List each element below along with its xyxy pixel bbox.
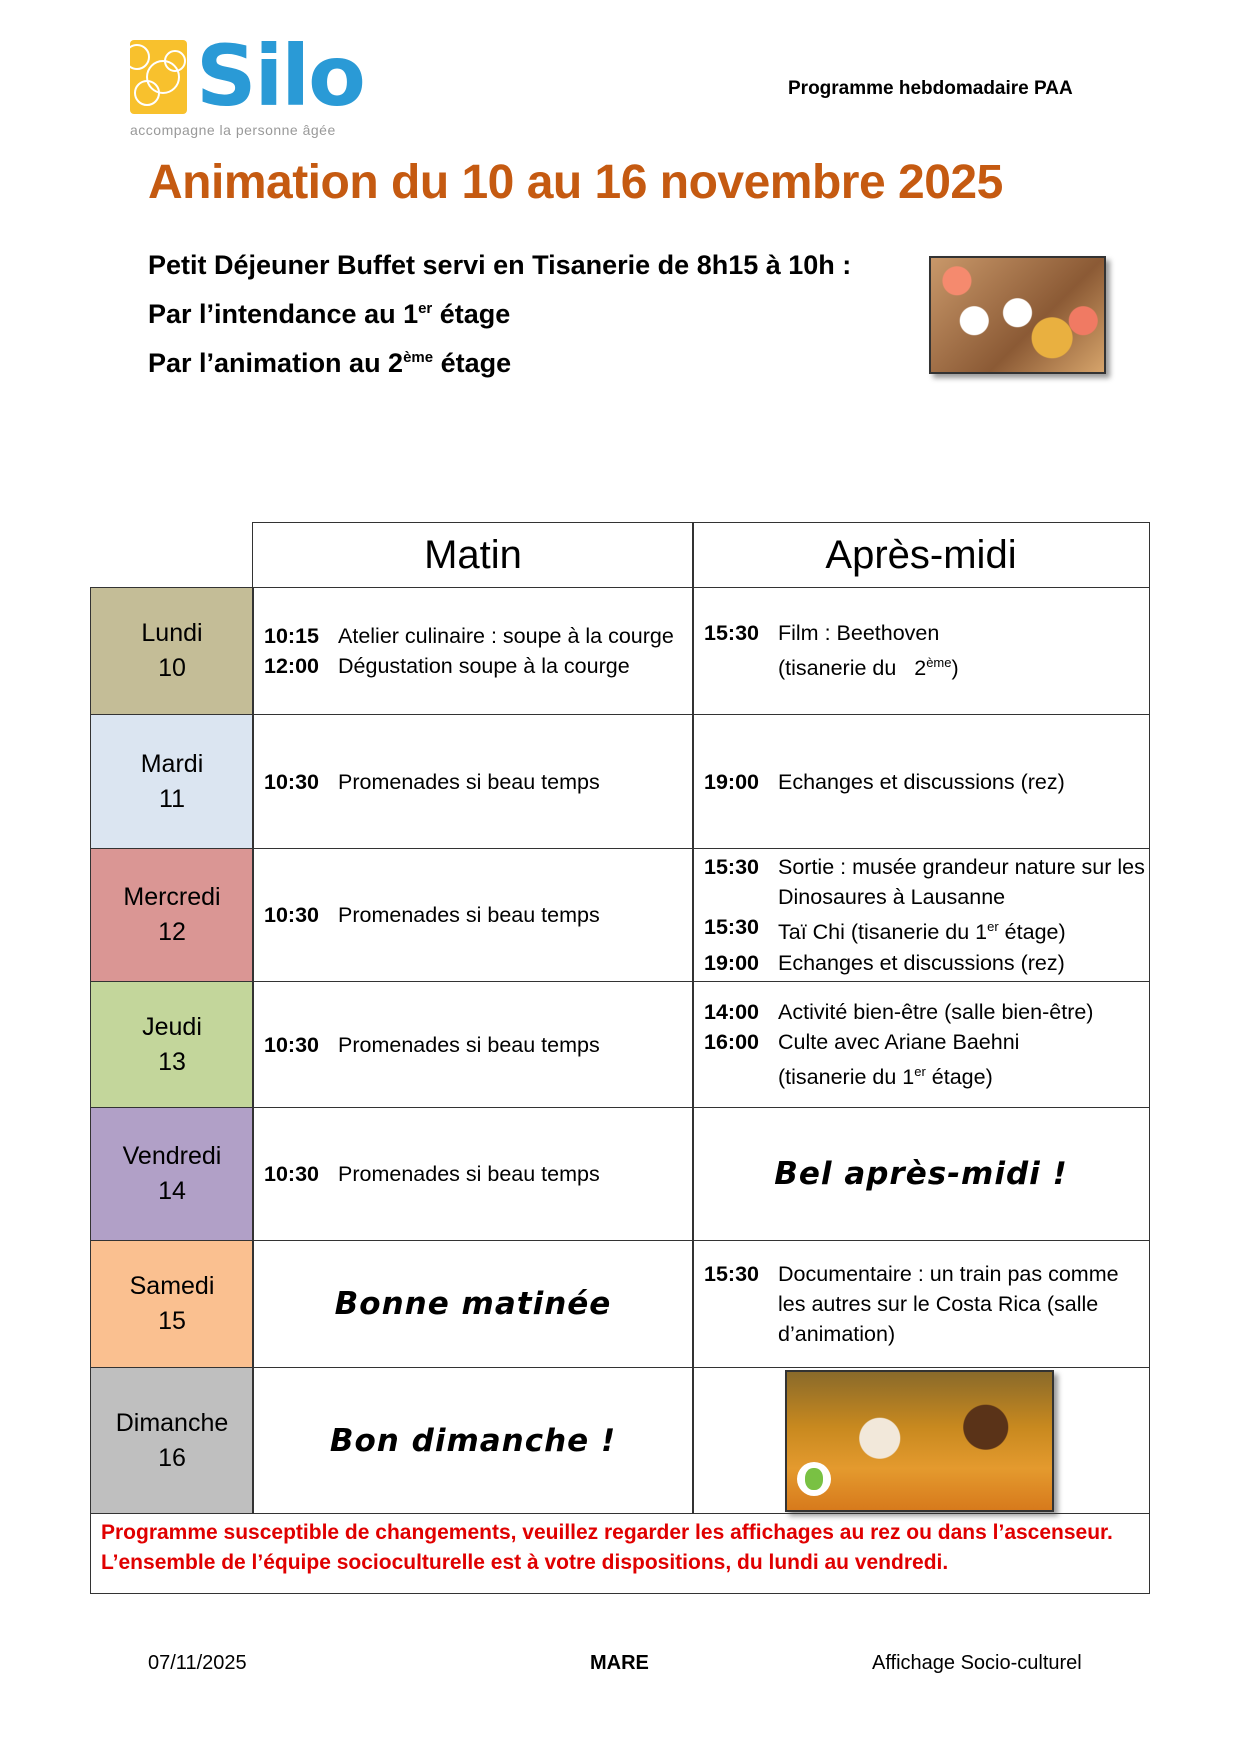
event: 10:30 Promenades si beau temps — [264, 903, 600, 927]
footer-right: Affichage Socio-culturel — [872, 1652, 1082, 1674]
morning-cell-mardi — [252, 714, 694, 849]
event: 15:30 Documentaire : un train pas comme les autres sur le Costa Rica (salle d’animation) — [704, 1262, 1119, 1346]
day-cell-lundi: Lundi 10 — [90, 587, 254, 715]
breakfast-photo — [929, 256, 1106, 374]
breakfast-line-1: Petit Déjeuner Buffet servi en Tisanerie de 8h15 à 10h : — [148, 250, 852, 280]
event: 10:30 Promenades si beau temps — [264, 769, 600, 794]
day-cell-samedi: Samedi 15 — [90, 1240, 254, 1368]
afternoon-cell-mardi — [692, 714, 1150, 849]
frog-icon — [797, 1462, 831, 1496]
morning-message-samedi: Bonne matinée — [252, 1240, 694, 1368]
logo-tagline: accompagne la personne âgée — [130, 122, 336, 138]
morning-message-dimanche: Bon dimanche ! — [252, 1367, 694, 1514]
dogs-autumn-photo — [785, 1370, 1054, 1512]
morning-cell-vendredi — [252, 1107, 694, 1241]
day-cell-vendredi: Vendredi 14 — [90, 1107, 254, 1241]
day-cell-mercredi: Mercredi 12 — [90, 848, 254, 982]
breakfast-info — [148, 243, 851, 385]
event: 19:00 Echanges et discussions (rez) — [704, 950, 1065, 975]
event: 10:15 Atelier culinaire : soupe à la courge — [264, 624, 674, 648]
morning-cell-jeudi — [252, 981, 694, 1108]
logo-mark — [130, 40, 187, 114]
page-title: Animation du 10 au 16 novembre 2025 — [148, 156, 1003, 209]
day-cell-jeudi: Jeudi 13 — [90, 981, 254, 1108]
notice-line-2: L’ensemble de l’équipe socioculturelle est à votre dispositions, du lundi au vendredi. — [101, 1551, 949, 1574]
morning-cell-mercredi — [252, 848, 694, 982]
program-label: Programme hebdomadaire PAA — [788, 78, 1073, 99]
event: 15:30 Taï Chi (tisanerie du 1er étage) — [704, 915, 1066, 945]
footer-center: MARE — [590, 1652, 649, 1674]
event: 10:30 Promenades si beau temps — [264, 1162, 600, 1186]
day-cell-mardi: Mardi 11 — [90, 714, 254, 849]
afternoon-cell-jeudi — [692, 981, 1150, 1108]
logo-wordmark: Silo — [196, 27, 364, 125]
footer-date: 07/11/2025 — [148, 1652, 247, 1674]
breakfast-line-3: Par l’animation au 2ème étage — [148, 348, 512, 378]
column-header-afternoon: Après-midi — [692, 522, 1150, 588]
afternoon-cell-mercredi — [692, 848, 1150, 982]
morning-cell-lundi — [252, 587, 694, 715]
afternoon-cell-lundi — [692, 587, 1150, 715]
event: 14:00 Activité bien-être (salle bien-être) — [704, 999, 1094, 1024]
event: 15:30 Sortie : musée grandeur nature sur les Dinosaures à Lausanne — [704, 855, 1145, 910]
event: 12:00 Dégustation soupe à la courge — [264, 654, 630, 678]
notice-line-1: Programme susceptible de changements, veuillez regarder les affichages au rez ou dans l’ascenseur. — [101, 1521, 1113, 1544]
breakfast-line-2: Par l’intendance au 1er étage — [148, 299, 511, 329]
afternoon-message-vendredi: Bel après-midi ! — [692, 1107, 1150, 1241]
event: 10:30 Promenades si beau temps — [264, 1032, 600, 1057]
event: 16:00 Culte avec Ariane Baehni (tisanerie du 1er étage) — [704, 1029, 1020, 1090]
notice-box — [90, 1513, 1150, 1594]
afternoon-cell-dimanche — [692, 1367, 1150, 1514]
day-cell-dimanche: Dimanche 16 — [90, 1367, 254, 1514]
column-header-morning: Matin — [252, 522, 694, 588]
event: 15:30 Film : Beethoven (tisanerie du 2ème) — [704, 621, 959, 681]
event: 19:00 Echanges et discussions (rez) — [704, 769, 1065, 794]
afternoon-cell-samedi — [692, 1240, 1150, 1368]
